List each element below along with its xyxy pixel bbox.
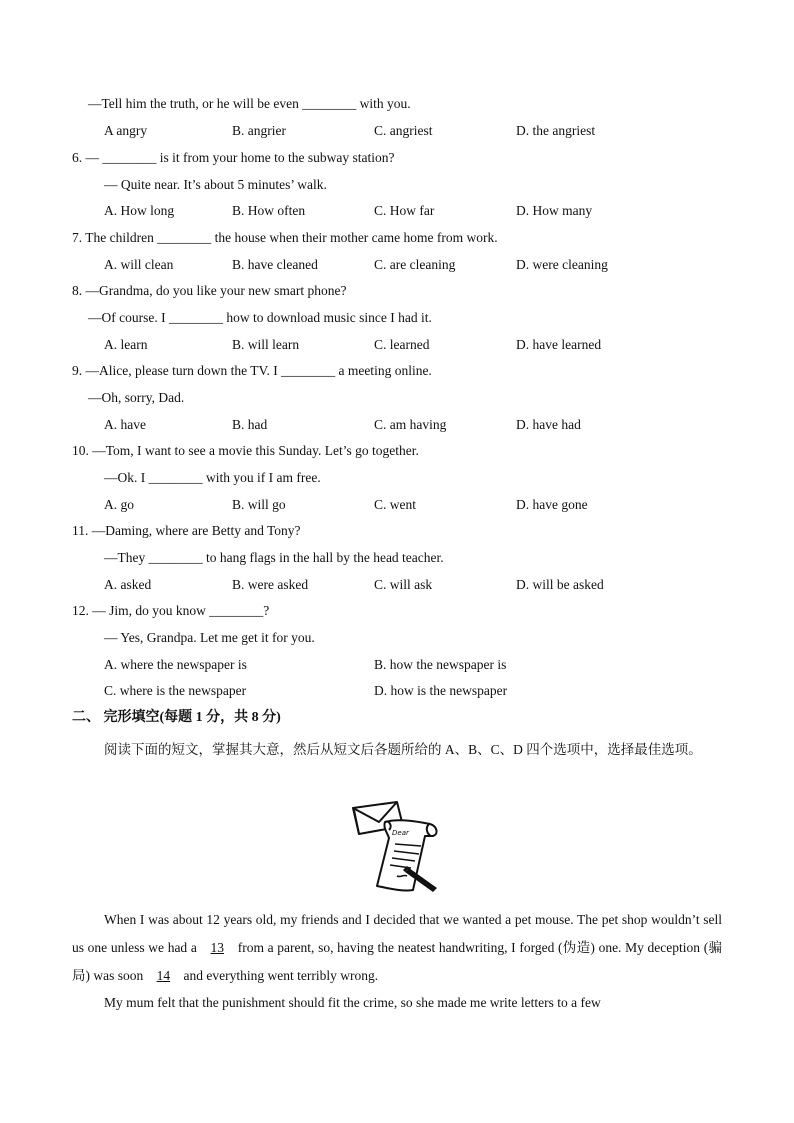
q7-option-a[interactable]: A. will clean <box>104 257 174 272</box>
q8-option-b[interactable]: B. will learn <box>232 337 300 352</box>
q6-option-d[interactable]: D. How many <box>516 203 593 218</box>
q5-option-d[interactable]: D. the angriest <box>516 123 596 138</box>
q12-dialogue-line: — Yes, Grandpa. Let me get it for you. <box>104 630 315 645</box>
passage-paragraph-2: My mum felt that the punishment should fit the crime, so she made me write letters to a few <box>104 995 601 1010</box>
q9-option-b[interactable]: B. had <box>232 417 268 432</box>
passage-text-part-1: When I was about 12 years old, my friends and I decided that we wanted a pet mouse. The pet shop wouldn’t sell us one unless we had a <box>72 912 722 955</box>
q8-stem: 8. —Grandma, do you like your new smart phone? <box>72 283 347 298</box>
q8-dialogue-line: —Of course. I ________ how to download music since I had it. <box>88 310 432 325</box>
section-title: 二、 完形填空(每题 1 分，共 8 分) <box>72 710 281 725</box>
q11-option-d[interactable]: D. will be asked <box>516 577 604 592</box>
q5-option-b[interactable]: B. angrier <box>232 123 286 138</box>
passage-paragraph-1 <box>72 906 722 990</box>
q11-dialogue-line: —They ________ to hang flags in the hall by the head teacher. <box>104 550 444 565</box>
q8-option-a[interactable]: A. learn <box>104 337 148 352</box>
letter-greeting: Dear <box>392 829 409 837</box>
q5-option-c[interactable]: C. angriest <box>374 123 433 138</box>
q10-option-d[interactable]: D. have gone <box>516 497 588 512</box>
q12-option-a[interactable]: A. where the newspaper is <box>104 657 247 672</box>
blank-13[interactable]: 13 <box>210 940 225 955</box>
q6-option-a[interactable]: A. How long <box>104 203 175 218</box>
passage-text-part-2: from a parent, so, having the neatest handwriting, I forged (伪造) one. My deception (骗局) was soon <box>72 940 722 983</box>
q6-answer-line: — Quite near. It’s about 5 minutes’ walk. <box>104 177 327 192</box>
q6-option-c[interactable]: C. How far <box>374 203 435 218</box>
q5-dialogue-line: —Tell him the truth, or he will be even ________ with you. <box>88 96 411 111</box>
q10-dialogue-line: —Ok. I ________ with you if I am free. <box>104 470 321 485</box>
q6-option-b[interactable]: B. How often <box>232 203 306 218</box>
q5-option-a[interactable]: A angry <box>104 123 148 138</box>
q7-option-c[interactable]: C. are cleaning <box>374 257 456 272</box>
q11-option-b[interactable]: B. were asked <box>232 577 309 592</box>
letter-illustration <box>345 800 445 898</box>
q8-option-c[interactable]: C. learned <box>374 337 430 352</box>
q9-option-c[interactable]: C. am having <box>374 417 447 432</box>
q12-stem: 12. — Jim, do you know ________? <box>72 603 270 618</box>
q9-stem: 9. —Alice, please turn down the TV. I ________ a meeting online. <box>72 363 432 378</box>
q11-option-a[interactable]: A. asked <box>104 577 152 592</box>
q12-option-c[interactable]: C. where is the newspaper <box>104 683 247 698</box>
q9-option-d[interactable]: D. have had <box>516 417 581 432</box>
q7-option-b[interactable]: B. have cleaned <box>232 257 318 272</box>
q7-option-d[interactable]: D. were cleaning <box>516 257 608 272</box>
blank-14[interactable]: 14 <box>156 968 171 983</box>
q11-stem: 11. —Daming, where are Betty and Tony? <box>72 523 301 538</box>
q12-option-b[interactable]: B. how the newspaper is <box>374 657 507 672</box>
q11-option-c[interactable]: C. will ask <box>374 577 433 592</box>
q9-option-a[interactable]: A. have <box>104 417 146 432</box>
q7-stem: 7. The children ________ the house when their mother came home from work. <box>72 230 498 245</box>
q10-option-b[interactable]: B. will go <box>232 497 286 512</box>
q12-option-d[interactable]: D. how is the newspaper <box>374 683 508 698</box>
q10-option-c[interactable]: C. went <box>374 497 416 512</box>
q10-stem: 10. —Tom, I want to see a movie this Sunday. Let’s go together. <box>72 443 419 458</box>
passage-text-part-3: and everything went terribly wrong. <box>180 968 379 983</box>
q9-dialogue-line: —Oh, sorry, Dad. <box>88 390 185 405</box>
q6-stem: 6. — ________ is it from your home to the subway station? <box>72 150 395 165</box>
section-instruction: 阅读下面的短文，掌握其大意，然后从短文后各题所给的 A、B、C、D 四个选项中，选择最佳选项。 <box>104 742 702 757</box>
q10-option-a[interactable]: A. go <box>104 497 134 512</box>
q8-option-d[interactable]: D. have learned <box>516 337 602 352</box>
